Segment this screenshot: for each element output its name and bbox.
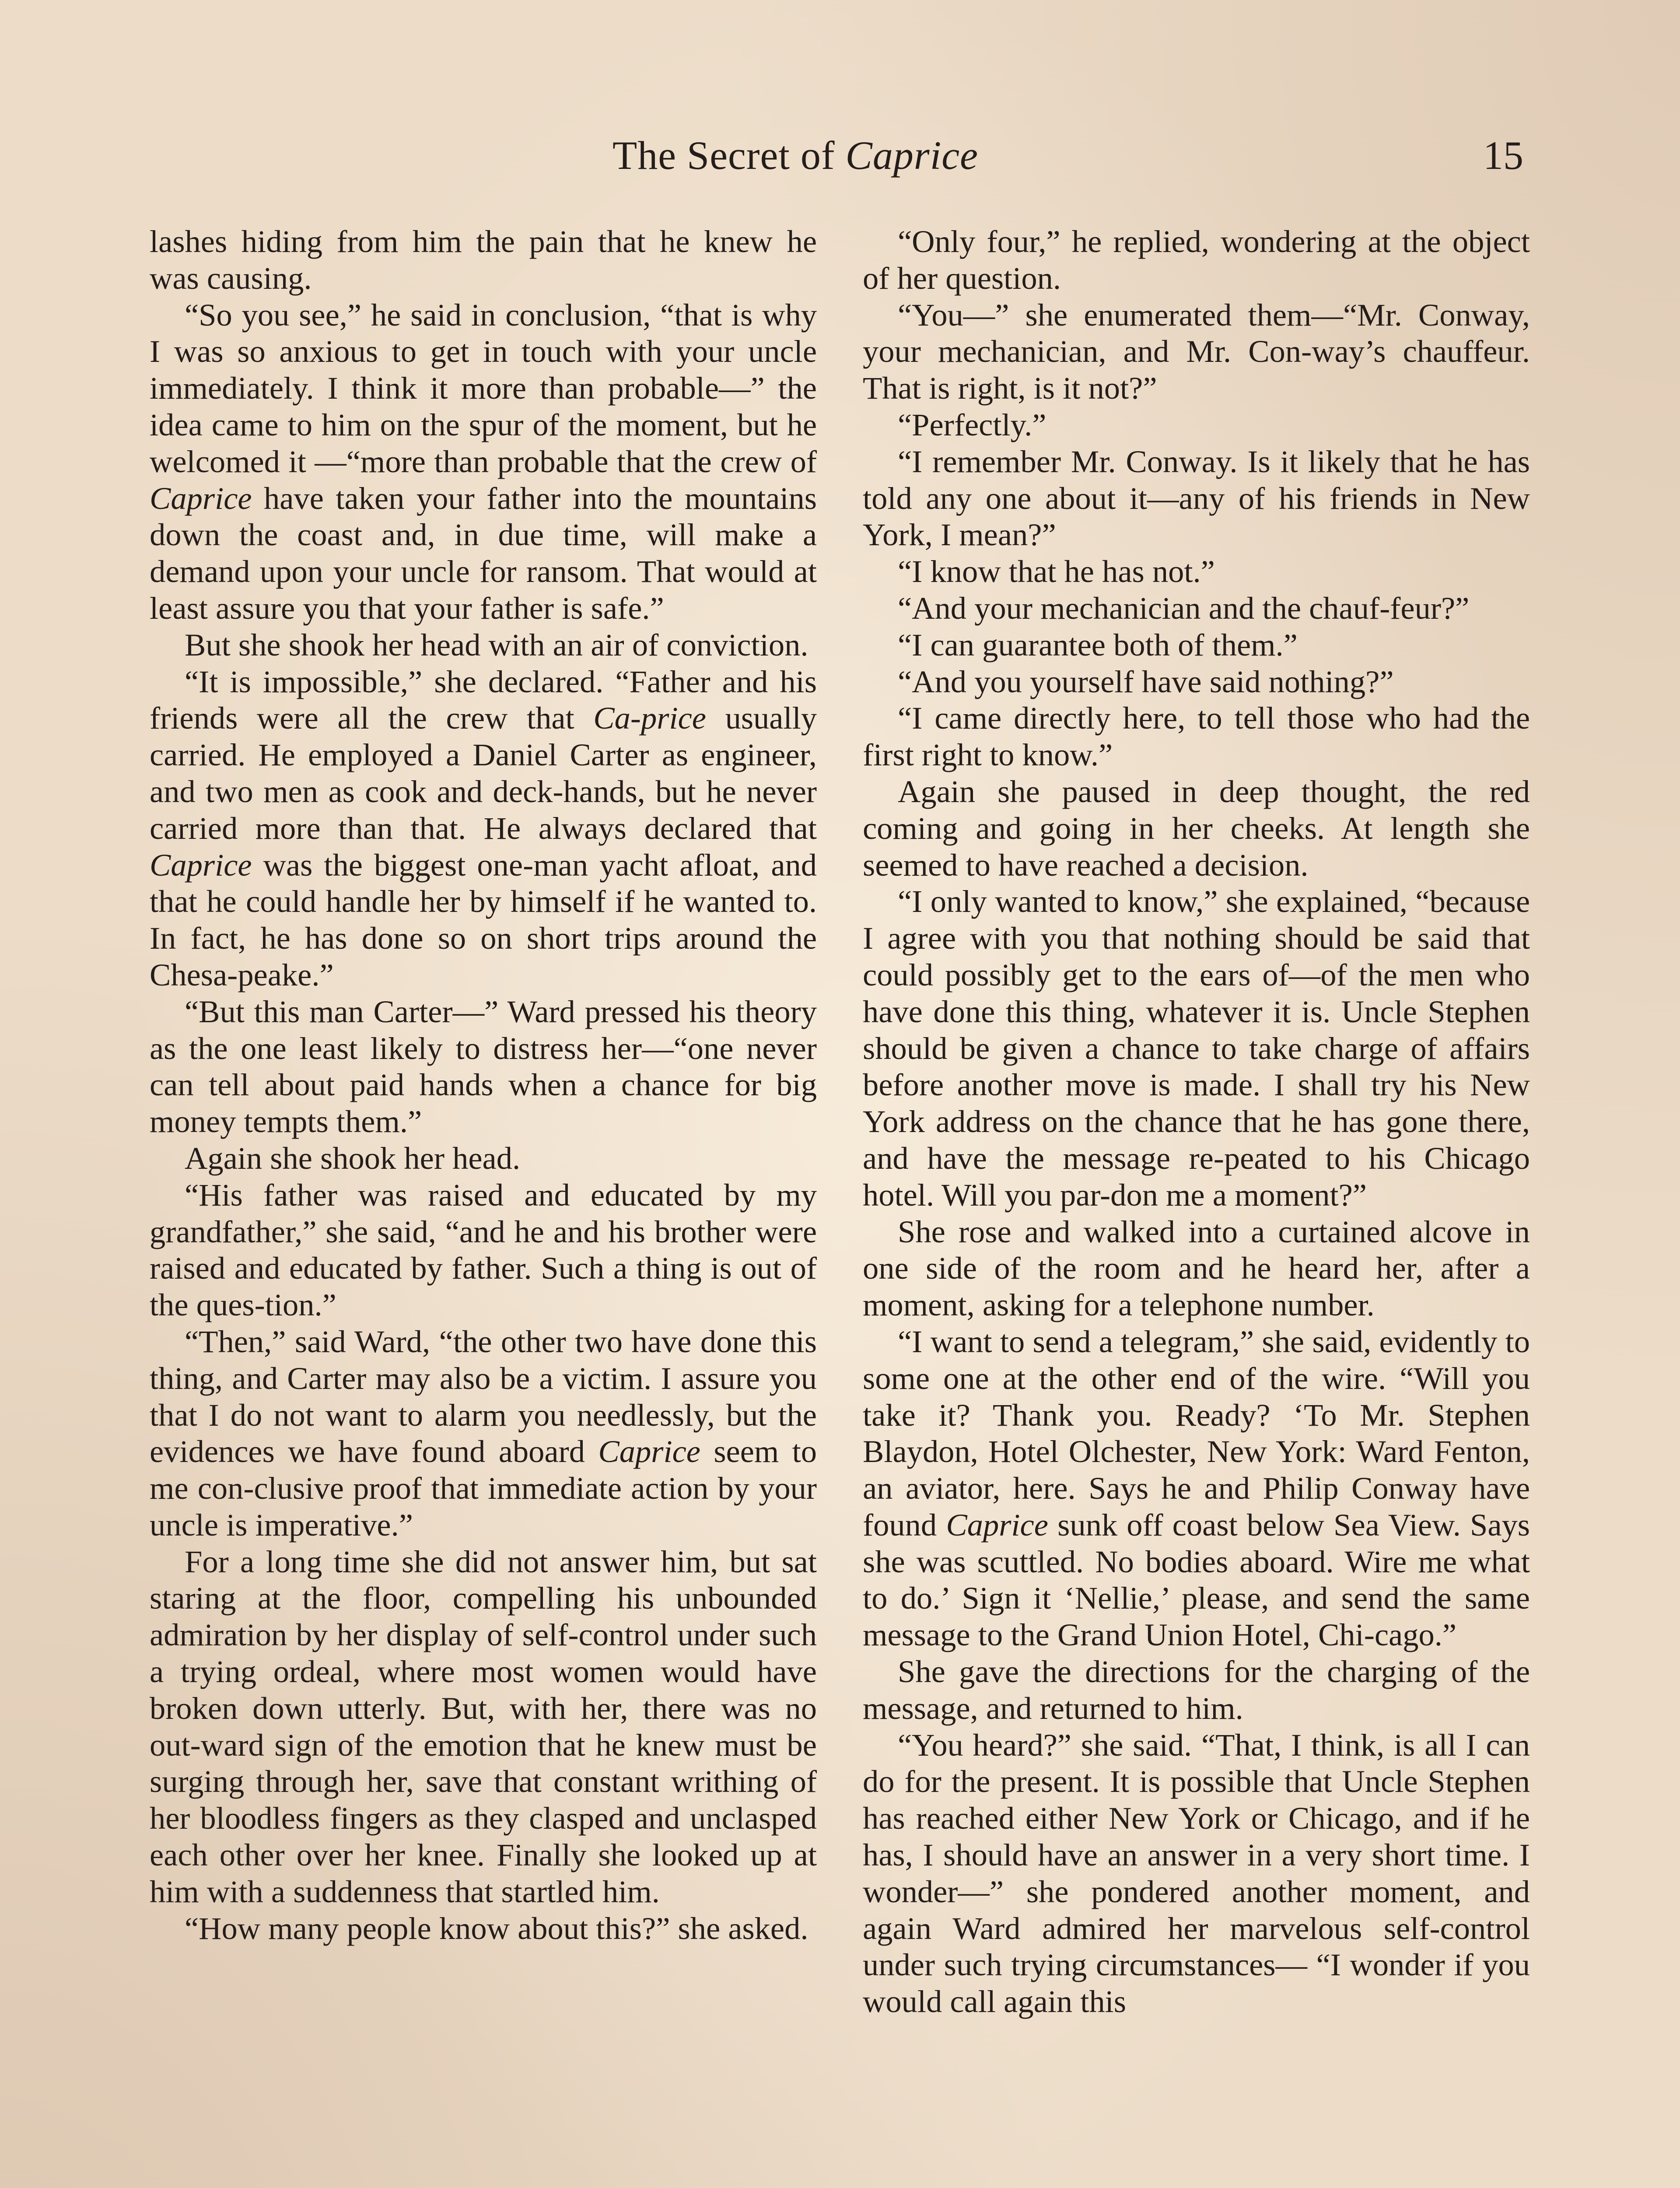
running-title-italic: Caprice (845, 133, 978, 178)
paragraph: “I only wanted to know,” she explained, “because I agree with you that nothing should be said that could possibly get to the ears of—of the men who have done this thing, whatever it is. Uncle Stephen should be given a chance to take charge of affairs before another move is made. I shall try his New York address on the chance that he has gone there, and have the message re-peated to his Chicago hotel. Will you par-don me a moment?” (863, 884, 1530, 1213)
paragraph: “How many people know about this?” she asked. (185, 1910, 808, 1946)
paragraph: “You—” she enumerated them—“Mr. Conway, your mechanician, and Mr. Con-way’s chauffeur. That is right, is it not?” (863, 297, 1530, 406)
paragraph: Again she shook her head. (185, 1140, 521, 1176)
ship-name: Caprice (598, 1434, 700, 1469)
ship-name: price (641, 700, 706, 736)
right-text-column (863, 223, 1530, 2020)
paragraph: lashes hiding from him the pain that he knew he was causing. (150, 224, 817, 296)
paragraph: “But this man Carter—” Ward pressed his theory as the one least likely to distress her—“one never can tell about paid hands when a chance for big money tempts them.” (150, 993, 817, 1140)
paragraph: “You heard?” she said. “That, I think, is all I can do for the present. It is possible that Uncle Stephen has reached either New York or Chicago, and if he has, I should have an answer in a very short time. I wonder—” she pondered another moment, and again Ward admired her marvelous self-control under such trying circumstances— “I wonder if you would call again this (863, 1727, 1530, 2020)
running-title-text: The Secret of (612, 133, 846, 178)
paragraph: She gave the directions for the charging of the message, and returned to him. (863, 1654, 1530, 1726)
paragraph: “Perfectly.” (898, 407, 1046, 442)
ship-name: Ca- (593, 700, 641, 736)
paragraph: “I came directly here, to tell those who had the first right to know.” (863, 700, 1530, 773)
paragraph: “I know that he has not.” (898, 554, 1215, 589)
paragraph: “I want to send a telegram,” she said, evidently to some one at the other end of the wire. “Will you take it? Thank you. Ready? ‘To Mr. Stephen Blaydon, Hotel Olchester, New York: Ward Fenton, an aviator, here. Says he and Philip Conway have found Caprice sunk off coast below Sea View. Says she was scuttled. No bodies aboard. Wire me what to do.’ Sign it ‘Nellie,’ please, and send the same message to the Grand Union Hotel, Chi-cago.” (863, 1323, 1530, 1653)
ship-name: Caprice (150, 847, 252, 883)
paragraph: “Only four,” he replied, wondering at the object of her question. (863, 224, 1530, 296)
ship-name: Caprice (150, 480, 252, 516)
paragraph: For a long time she did not answer him, but sat staring at the floor, compelling his unbounded admiration by her display of self-control under such a trying ordeal, where most women would have broken down utterly. But, with her, there was no out-ward sign of the emotion that he knew must be surging through her, save that constant writhing of her bloodless fingers as they clasped and unclasped each other over her knee. Finally she looked up at him with a suddenness that startled him. (150, 1543, 817, 1909)
running-title (612, 127, 978, 184)
ship-name: Caprice (946, 1507, 1048, 1543)
running-header (0, 127, 1680, 184)
paragraph: “And your mechanician and the chauf-feur?” (898, 590, 1470, 626)
paragraph: But she shook her head with an air of conviction. (185, 627, 808, 663)
paragraph: “His father was raised and educated by my grandfather,” she said, “and he and his brother were raised and educated by father. Such a thing is out of the ques-tion.” (150, 1177, 817, 1323)
paragraph: “So you see,” he said in conclusion, “that is why I was so anxious to get in touch with your uncle immediately. I think it more than probable—” the idea came to him on the spur of the moment, but he welcomed it —“more than probable that the crew of Caprice have taken your father into the mountains down the coast and, in due time, will make a demand upon your uncle for ransom. That would at least assure you that your father is safe.” (150, 297, 817, 626)
paragraph: Again she paused in deep thought, the red coming and going in her cheeks. At length she seemed to have reached a decision. (863, 773, 1530, 883)
paragraph: “And you yourself have said nothing?” (898, 663, 1394, 699)
paragraph: “I can guarantee both of them.” (898, 627, 1298, 663)
paragraph: She rose and walked into a curtained alcove in one side of the room and he heard her, after a moment, asking for a telephone number. (863, 1213, 1530, 1323)
page-number: 15 (1483, 133, 1523, 178)
left-text-column (150, 223, 817, 1946)
paragraph: “It is impossible,” she declared. “Father and his friends were all the crew that Ca-price usually carried. He employed a Daniel Carter as engineer, and two men as cook and deck-hands, but he never carried more than that. He always declared that Caprice was the biggest one-man yacht afloat, and that he could handle her by himself if he wanted to. In fact, he has done so on short trips around the Chesa-peake.” (150, 663, 817, 992)
paragraph: “Then,” said Ward, “the other two have done this thing, and Carter may also be a victim. I assure you that I do not want to alarm you needlessly, but the evidences we have found aboard Caprice seem to me con-clusive proof that immediate action by your uncle is imperative.” (150, 1323, 817, 1543)
paragraph: “I remember Mr. Conway. Is it likely that he has told any one about it—any of his friends in New York, I mean?” (863, 443, 1530, 553)
